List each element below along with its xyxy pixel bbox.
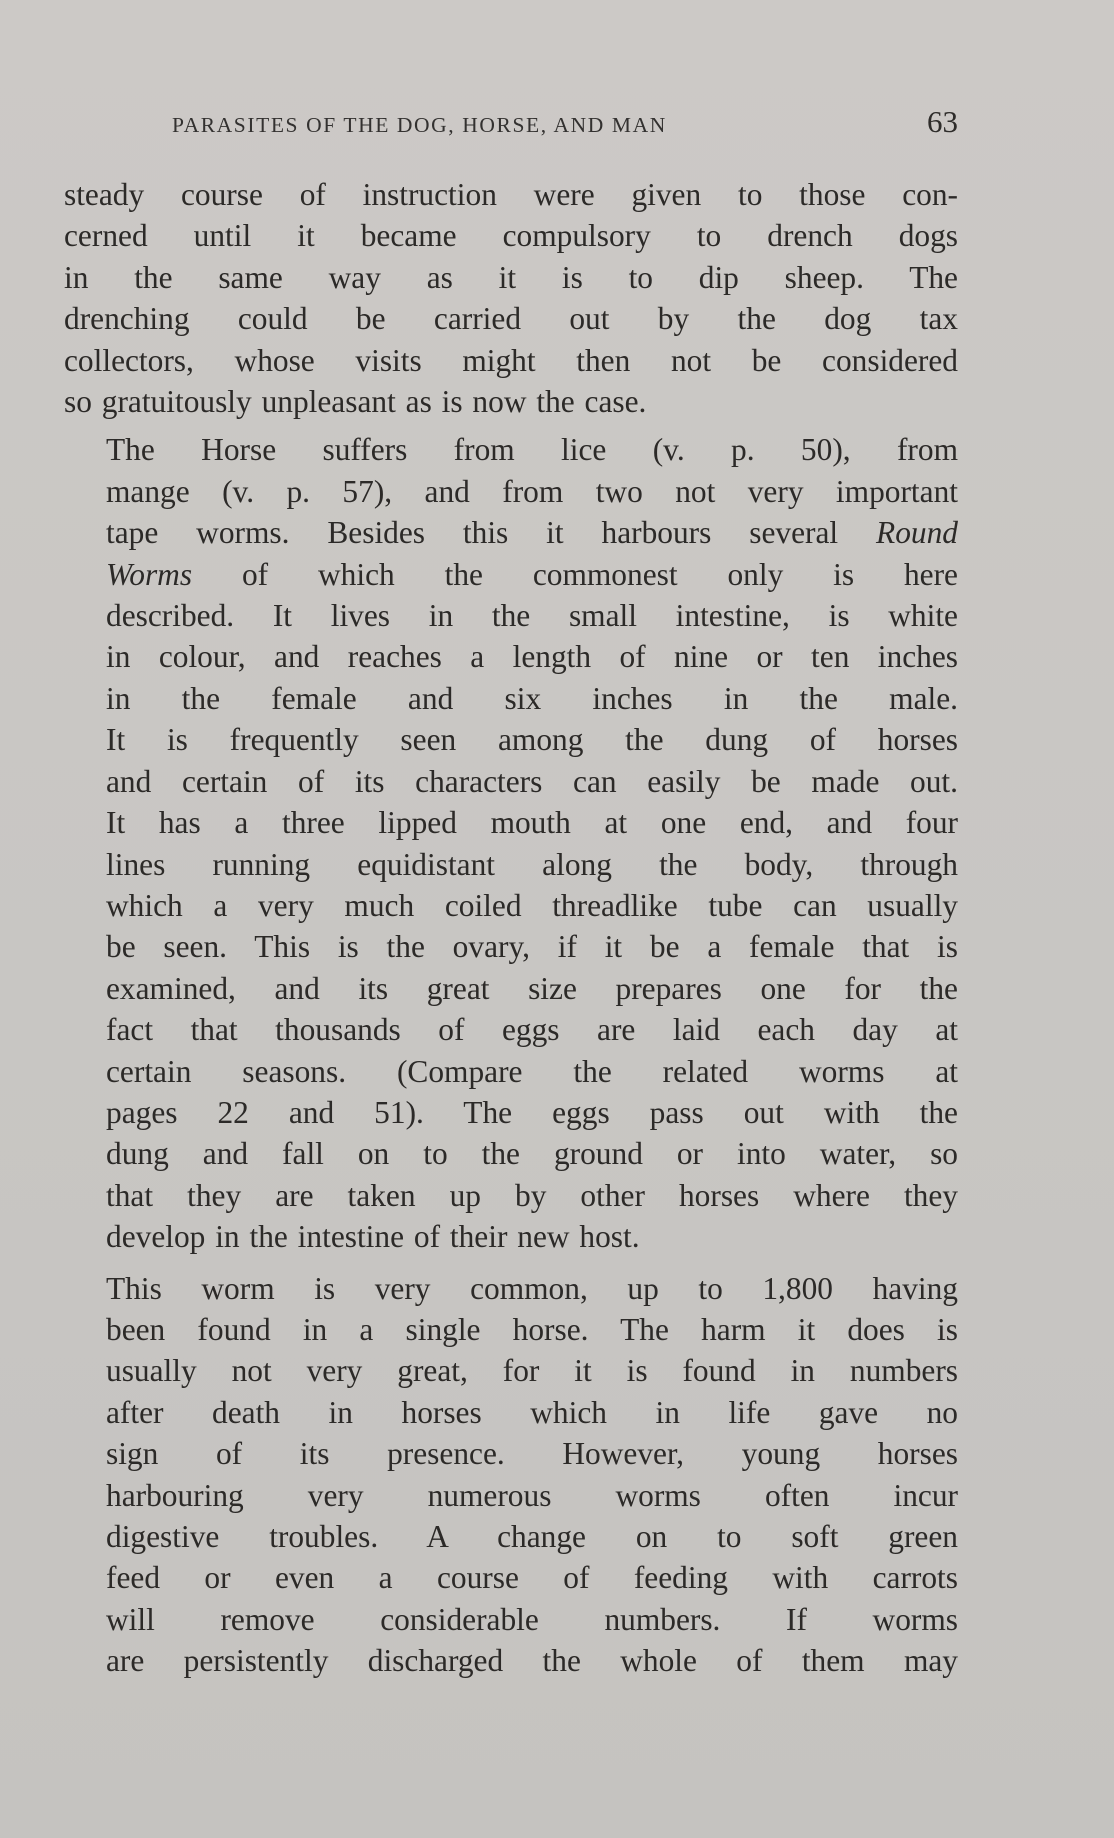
text-line: examined, and its great size prepares one for the (106, 970, 958, 1006)
page-number: 63 (927, 104, 958, 139)
text-line: fact that thousands of eggs are laid each day at (106, 1012, 958, 1048)
text-line: that they are taken up by other horses where they (106, 1177, 958, 1213)
text-line: usually not very great, for it is found in numbers (106, 1353, 958, 1389)
text-line: after death in horses which in life gave no (106, 1394, 958, 1430)
text-line: drenching could be carried out by the dog tax (64, 301, 958, 337)
text-line: dung and fall on to the ground or into water, so (106, 1136, 958, 1172)
text-line: described. It lives in the small intestine, is white (106, 598, 958, 634)
text-line (64, 554, 958, 595)
text-line: It is frequently seen among the dung of horses (106, 722, 958, 758)
text-line: This worm is very common, up to 1,800 having (106, 1270, 958, 1306)
text-line: collectors, whose visits might then not be considered (64, 342, 958, 378)
text-line: digestive troubles. A change on to soft green (106, 1519, 958, 1554)
text-line: are persistently discharged the whole of them may (106, 1643, 958, 1679)
italic-term: Round (876, 515, 958, 551)
text-run: of which the commonest only is here (241, 556, 958, 592)
text-line: and certain of its characters can easily be made out. (106, 763, 958, 799)
text-line: will remove considerable numbers. If worms (106, 1601, 958, 1637)
text-line: in the female and six inches in the male. (106, 680, 958, 716)
text-line: been found in a single horse. The harm it does is (106, 1311, 958, 1347)
text-line: It has a three lipped mouth at one end, and four (106, 805, 958, 841)
paragraph-1 (64, 174, 958, 422)
running-head (74, 104, 958, 144)
text-line: steady course of instruction were given to those con- (64, 177, 958, 212)
running-title: PARASITES OF THE DOG, HORSE, AND MAN (172, 113, 667, 137)
text-line: in colour, and reaches a length of nine or ten inches (106, 639, 958, 675)
text-run: tape worms. Besides this it harbours several (106, 515, 839, 551)
text-line: which a very much coiled threadlike tube can usually (106, 887, 958, 923)
text-line: mange (v. p. 57), and from two not very important (106, 473, 958, 509)
italic-term: Worms (106, 556, 193, 592)
text-line: sign of its presence. However, young horses (106, 1436, 958, 1472)
text-line: develop in the intestine of their new host. (106, 1219, 640, 1255)
text-line: harbouring very numerous worms often incur (106, 1477, 958, 1513)
text-line (64, 512, 958, 553)
paragraph-3 (64, 1268, 958, 1682)
text-line: feed or even a course of feeding with carrots (106, 1560, 958, 1596)
text-line: certain seasons. (Compare the related worms at (106, 1053, 958, 1089)
text-line: lines running equidistant along the body, through (106, 846, 958, 882)
text-line: in the same way as it is to dip sheep. The (64, 259, 958, 295)
text-line: The Horse suffers from lice (v. p. 50), from (106, 432, 958, 468)
text-line: pages 22 and 51). The eggs pass out with the (106, 1094, 958, 1130)
text-line: be seen. This is the ovary, if it be a female that is (106, 929, 958, 965)
body-text (64, 174, 958, 1682)
text-line: so gratuitously unpleasant as is now the case. (64, 384, 647, 420)
text-line: cerned until it became compulsory to drench dogs (64, 218, 958, 254)
paragraph-2 (64, 429, 958, 1257)
